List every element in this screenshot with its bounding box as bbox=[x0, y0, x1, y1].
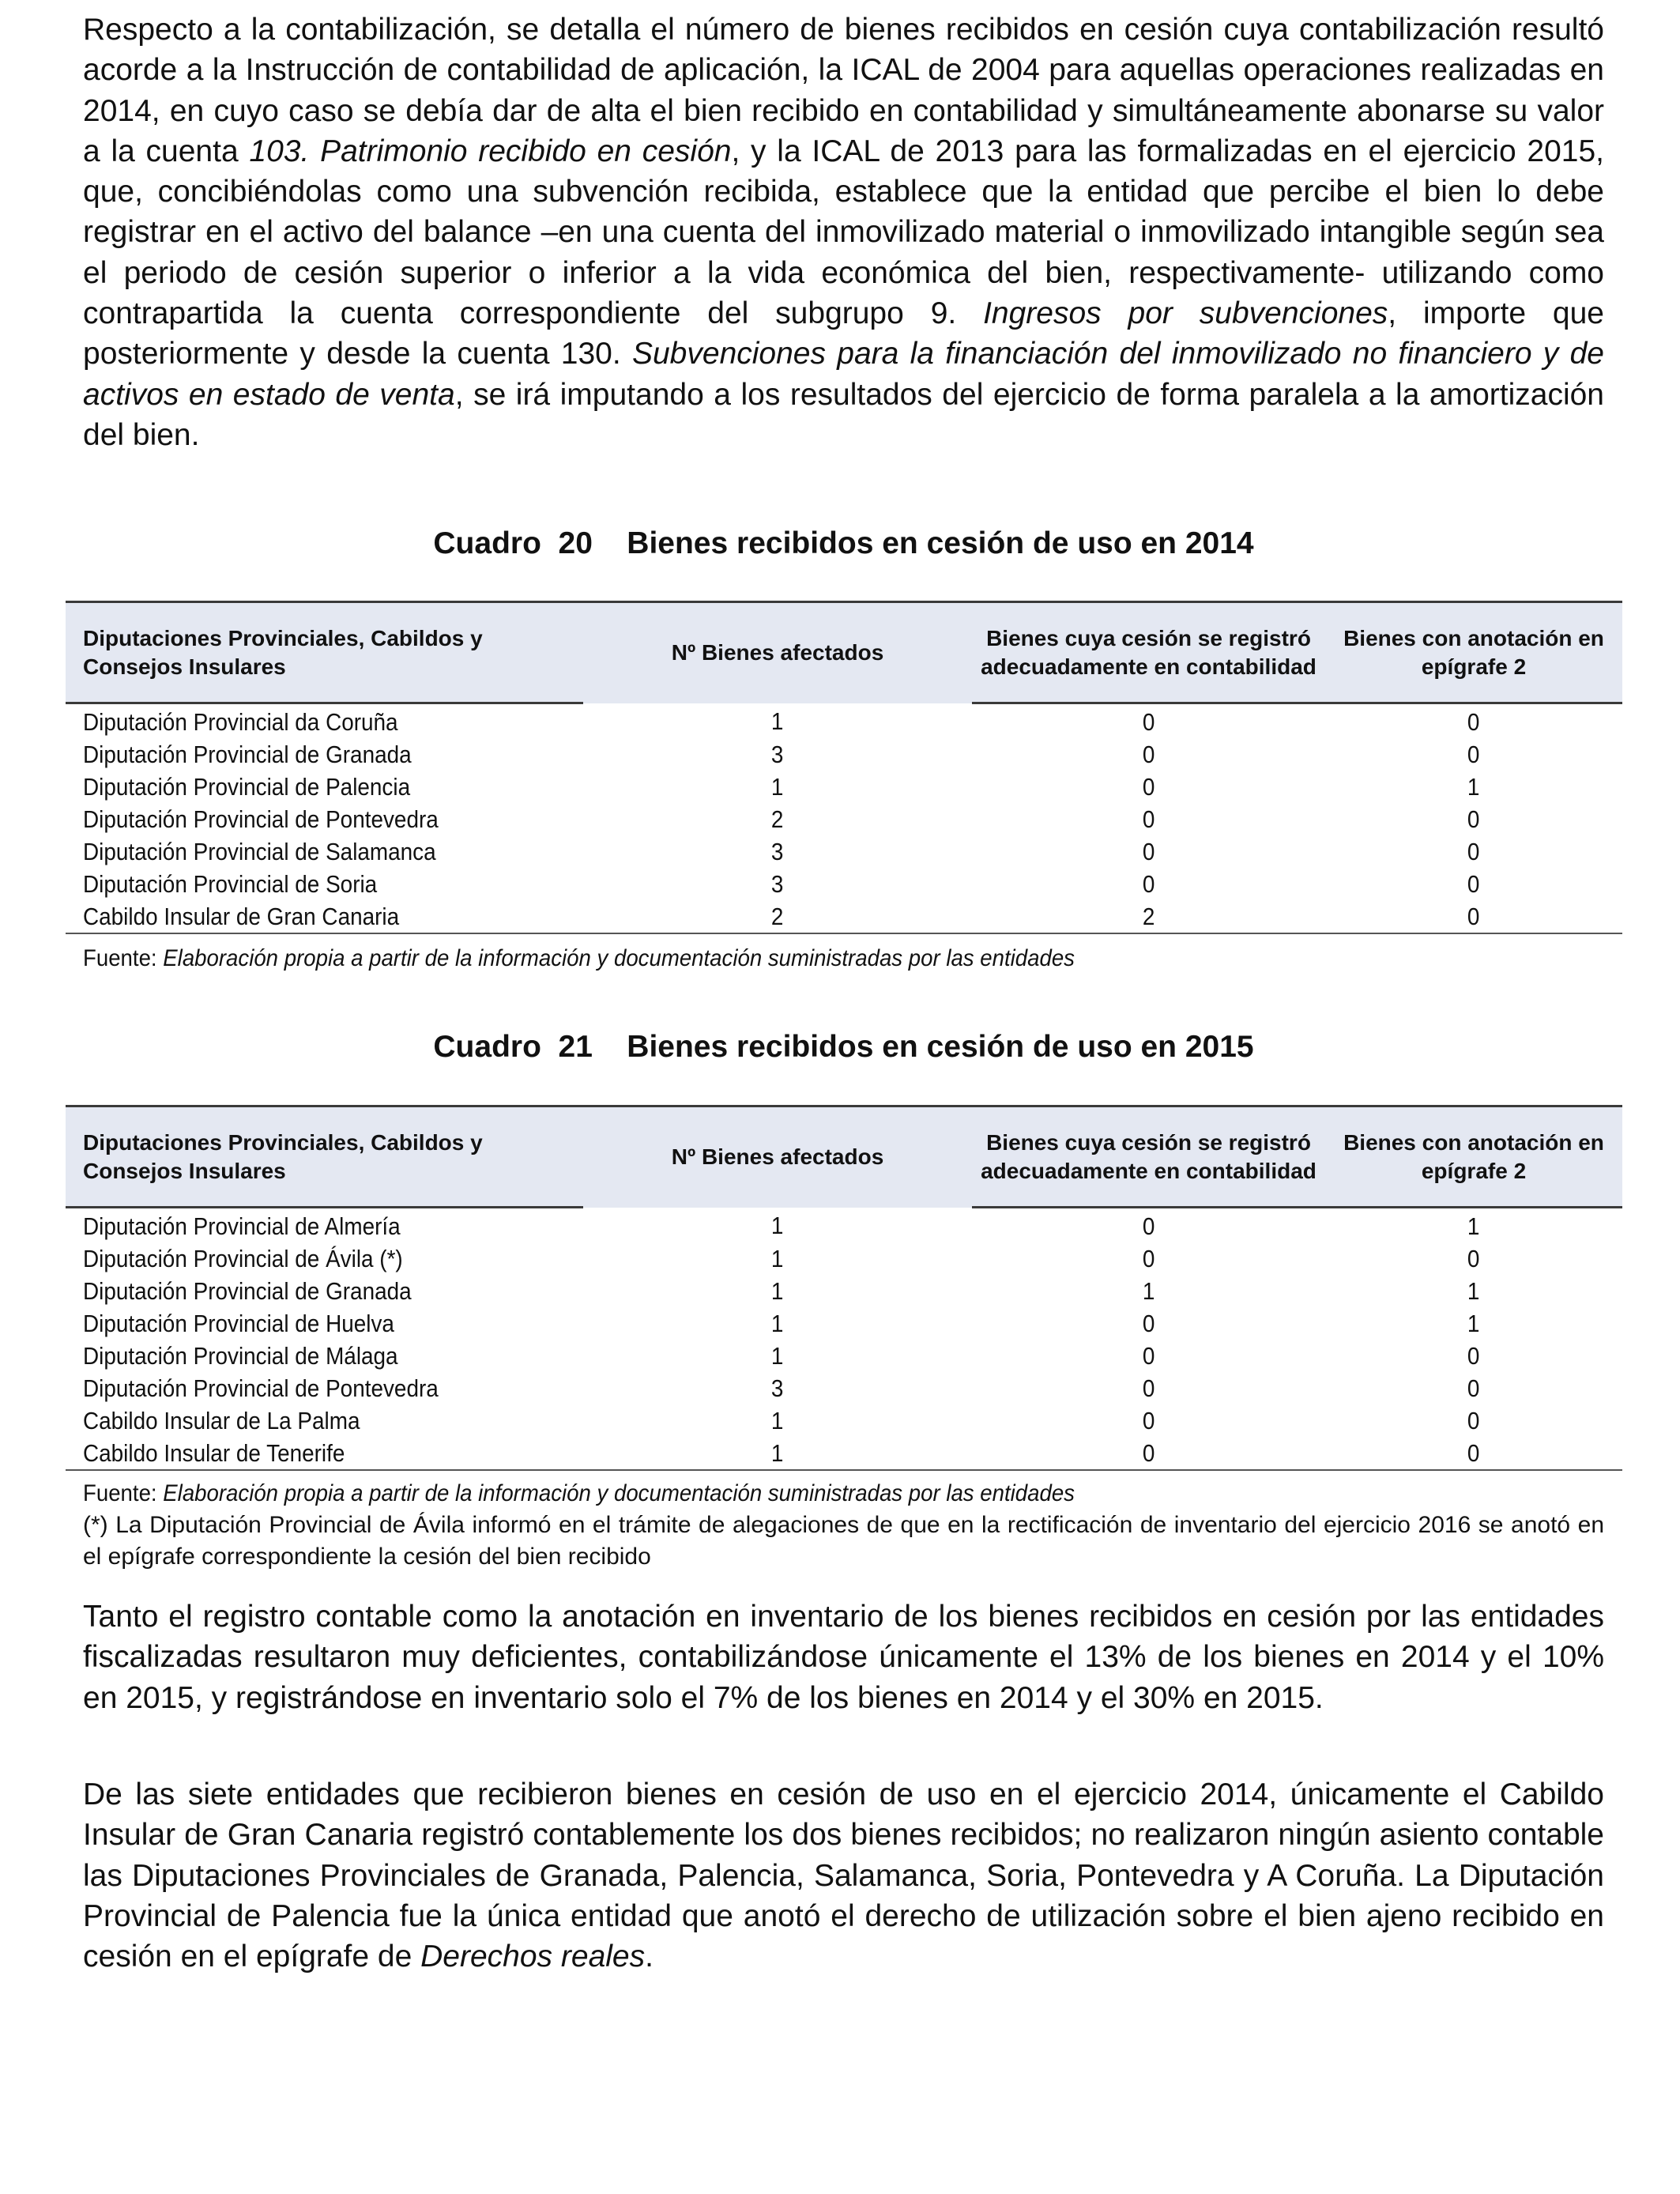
cell-count-text: 1 bbox=[771, 1310, 784, 1337]
cell-registered-text: 0 bbox=[1142, 741, 1155, 768]
cell-count bbox=[583, 1242, 972, 1275]
cell-entity-text: Diputación Provincial de Salamanca bbox=[83, 838, 436, 865]
cell-count-text: 3 bbox=[771, 1374, 784, 1402]
cell-annotated-text: 1 bbox=[1467, 1277, 1480, 1305]
cell-count-text: 1 bbox=[771, 1407, 784, 1434]
cell-count bbox=[583, 868, 972, 900]
source-label: Fuente: bbox=[83, 1480, 164, 1506]
table-cuadro-20 bbox=[66, 601, 1622, 934]
cell-annotated bbox=[1325, 771, 1622, 803]
cell-annotated bbox=[1325, 1242, 1622, 1275]
table-row bbox=[66, 1372, 1622, 1404]
cell-registered-text: 0 bbox=[1142, 1374, 1155, 1402]
table-header-row bbox=[66, 602, 1622, 703]
cell-registered bbox=[972, 771, 1325, 803]
cell-annotated bbox=[1325, 1340, 1622, 1372]
cell-count bbox=[583, 1275, 972, 1307]
cell-entity bbox=[66, 1275, 583, 1307]
cell-entity-text: Diputación Provincial de Ávila (*) bbox=[83, 1245, 403, 1272]
table-header-row bbox=[66, 1106, 1622, 1208]
column-header-entity: Diputaciones Provinciales, Cabildos y Consejos Insulares bbox=[66, 602, 583, 703]
cell-count-text: 2 bbox=[771, 805, 784, 833]
cell-entity-text: Diputación Provincial de Málaga bbox=[83, 1342, 398, 1370]
cell-registered-text: 0 bbox=[1142, 1407, 1155, 1434]
paragraph-text: De las siete entidades que recibieron bienes en cesión de uso en el ejercicio 2014, únicamente el Cabildo Insular de Gran Canaria registró contablemente los dos bienes recibidos; no realizaron ningún asiento contable las Diputaciones Provinciales de Granada, Palencia, Salamanca, Soria, Pontevedra y A Coruña. La Diputación Provincial de Palencia fue la única entidad que anotó el derecho de utilización sobre el bien ajeno recibido en cesión en el epígrafe de bbox=[83, 1777, 1604, 1974]
cell-entity bbox=[66, 1208, 583, 1243]
cell-entity bbox=[66, 1307, 583, 1340]
cell-count-text: 1 bbox=[771, 773, 784, 801]
cell-count bbox=[583, 835, 972, 868]
cell-count bbox=[583, 1340, 972, 1372]
cell-count-text: 3 bbox=[771, 870, 784, 898]
cell-annotated bbox=[1325, 900, 1622, 933]
cell-entity-text: Diputación Provincial de Granada bbox=[83, 1277, 412, 1305]
cell-registered-text: 0 bbox=[1142, 1310, 1155, 1337]
cell-annotated bbox=[1325, 1372, 1622, 1404]
cell-entity bbox=[66, 1242, 583, 1275]
cell-entity bbox=[66, 900, 583, 933]
cell-registered bbox=[972, 703, 1325, 739]
cell-annotated-text: 1 bbox=[1467, 773, 1480, 801]
table-caption-cuadro-20: Cuadro 20 Bienes recibidos en cesión de uso en 2014 bbox=[433, 526, 1254, 560]
cell-registered bbox=[972, 1307, 1325, 1340]
cell-registered-text: 0 bbox=[1142, 1439, 1155, 1467]
source-label: Fuente: bbox=[83, 945, 164, 971]
cell-annotated-text: 0 bbox=[1467, 708, 1480, 736]
paragraph-italic: Ingresos por subvenciones bbox=[983, 296, 1388, 331]
cell-entity bbox=[66, 1340, 583, 1372]
cell-annotated-text: 0 bbox=[1467, 805, 1480, 833]
cell-count-text: 1 bbox=[771, 1212, 784, 1240]
table-caption-cuadro-21: Cuadro 21 Bienes recibidos en cesión de uso en 2015 bbox=[433, 1030, 1254, 1064]
cell-registered bbox=[972, 900, 1325, 933]
table-source-note bbox=[83, 1478, 1482, 1510]
cell-annotated-text: 0 bbox=[1467, 741, 1480, 768]
cell-annotated-text: 0 bbox=[1467, 870, 1480, 898]
cell-count-text: 3 bbox=[771, 741, 784, 768]
cell-entity-text: Diputación Provincial de Huelva bbox=[83, 1310, 394, 1337]
cell-entity-text: Diputación Provincial de Soria bbox=[83, 870, 378, 898]
cell-count-text: 2 bbox=[771, 903, 784, 930]
table-cuadro-20-wrapper bbox=[66, 601, 1622, 934]
cell-entity-text: Cabildo Insular de Gran Canaria bbox=[83, 903, 400, 930]
table-cuadro-21 bbox=[66, 1105, 1622, 1471]
cell-entity bbox=[66, 1404, 583, 1437]
cell-annotated-text: 0 bbox=[1467, 1245, 1480, 1272]
cell-registered bbox=[972, 835, 1325, 868]
cell-entity-text: Diputación Provincial de Pontevedra bbox=[83, 1374, 439, 1402]
column-header-registered: Bienes cuya cesión se registró adecuadamente en contabilidad bbox=[972, 1106, 1325, 1208]
table-row bbox=[66, 1275, 1622, 1307]
cell-annotated-text: 0 bbox=[1467, 838, 1480, 865]
cell-count-text: 1 bbox=[771, 1342, 784, 1370]
paragraph-text: Respecto a la contabilización, se detalla el número de bienes recibidos en cesión cuya contabilización resultó acorde a la Instrucción de contabilidad de aplicación, la ICAL de 2004 para aquellas operaciones realizadas en 2014, en cuyo caso se debía dar de alta el bien recibido en contabilidad y simultáneamente abonarse su valor a la cuenta bbox=[83, 13, 1604, 168]
cell-count bbox=[583, 1404, 972, 1437]
cell-registered bbox=[972, 1242, 1325, 1275]
column-header-count: Nº Bienes afectados bbox=[583, 1106, 972, 1208]
cell-annotated bbox=[1325, 1404, 1622, 1437]
cell-annotated bbox=[1325, 1275, 1622, 1307]
table-row bbox=[66, 1437, 1622, 1470]
cell-annotated-text: 0 bbox=[1467, 903, 1480, 930]
paragraph-text: , y la ICAL de 2013 para las formalizadas en el ejercicio 2015, que, concibiéndolas como una subvención recibida, establece que la entidad que percibe el bien lo debe registrar en el activo del balance –en una cuenta del inmovilizado material o inmovilizado intangible según sea el periodo de cesión superior o inferior a la vida económica del bien, respectivamente- utilizando como contrapartida la cuenta correspondiente del subgrupo 9. bbox=[83, 134, 1604, 331]
table-cuadro-21-wrapper bbox=[66, 1105, 1622, 1471]
cell-entity bbox=[66, 1372, 583, 1404]
cell-entity-text: Diputación Provincial de Pontevedra bbox=[83, 805, 439, 833]
cell-annotated-text: 0 bbox=[1467, 1374, 1480, 1402]
cell-count bbox=[583, 703, 972, 739]
cell-annotated bbox=[1325, 1437, 1622, 1470]
cell-count-text: 3 bbox=[771, 838, 784, 865]
paragraph-text: . bbox=[645, 1940, 654, 1974]
cell-entity bbox=[66, 803, 583, 835]
cell-count bbox=[583, 1208, 972, 1243]
column-header-entity: Diputaciones Provinciales, Cabildos y Consejos Insulares bbox=[66, 1106, 583, 1208]
cell-registered-text: 0 bbox=[1142, 708, 1155, 736]
cell-count-text: 1 bbox=[771, 1277, 784, 1305]
cell-annotated bbox=[1325, 1208, 1622, 1243]
cell-entity-text: Diputación Provincial de Granada bbox=[83, 741, 412, 768]
cell-registered bbox=[972, 803, 1325, 835]
source-text: Elaboración propia a partir de la información y documentación suministradas por las entidades bbox=[163, 1480, 1075, 1506]
paragraph-text: , importe que posteriormente y desde la cuenta 130. bbox=[83, 296, 1604, 371]
cell-registered bbox=[972, 1275, 1325, 1307]
cell-annotated bbox=[1325, 738, 1622, 771]
cell-registered bbox=[972, 1437, 1325, 1470]
column-header-registered: Bienes cuya cesión se registró adecuadamente en contabilidad bbox=[972, 602, 1325, 703]
cell-entity-text: Diputación Provincial de Palencia bbox=[83, 773, 411, 801]
cell-annotated-text: 1 bbox=[1467, 1310, 1480, 1337]
table-row bbox=[66, 1307, 1622, 1340]
table-row bbox=[66, 803, 1622, 835]
cell-count-text: 1 bbox=[771, 1439, 784, 1467]
cell-annotated bbox=[1325, 1307, 1622, 1340]
paragraph-registro-contable: Tanto el registro contable como la anotación en inventario de los bienes recibidos en cesión por las entidades fiscalizadas resultaron muy deficientes, contabilizándose únicamente el 13% de los bienes en 2014 y el 10% en 2015, y registrándose en inventario solo el 7% de los bienes en 2014 y el 30% en 2015. bbox=[83, 1600, 1604, 1715]
cell-entity-text: Diputación Provincial da Coruña bbox=[83, 708, 398, 736]
paragraph-text: , se irá imputando a los resultados del ejercicio de forma paralela a la amortización del bien. bbox=[83, 377, 1604, 452]
cell-annotated-text: 0 bbox=[1467, 1407, 1480, 1434]
cell-registered-text: 0 bbox=[1142, 773, 1155, 801]
cell-count bbox=[583, 1372, 972, 1404]
table-footnote-avila: (*) La Diputación Provincial de Ávila informó en el trámite de alegaciones de que en la rectificación de inventario del ejercicio 2016 se anotó en el epígrafe correspondiente la cesión del bien recibido bbox=[83, 1512, 1604, 1570]
cell-registered-text: 0 bbox=[1142, 1212, 1155, 1240]
table-row bbox=[66, 771, 1622, 803]
table-row bbox=[66, 868, 1622, 900]
cell-entity bbox=[66, 868, 583, 900]
cell-registered-text: 0 bbox=[1142, 1342, 1155, 1370]
paragraph-italic: Subvenciones para la financiación del inmovilizado no financiero y de activos en estado de venta bbox=[83, 337, 1604, 412]
cell-registered-text: 0 bbox=[1142, 870, 1155, 898]
table-row bbox=[66, 900, 1622, 933]
paragraph-italic: 103. Patrimonio recibido en cesión bbox=[249, 134, 732, 168]
paragraph-siete-entidades bbox=[83, 1774, 1604, 1977]
table-row bbox=[66, 703, 1622, 739]
cell-registered-text: 0 bbox=[1142, 805, 1155, 833]
paragraph-contabilizacion bbox=[83, 9, 1604, 455]
table-source-note bbox=[83, 943, 1482, 974]
cell-registered bbox=[972, 868, 1325, 900]
cell-entity bbox=[66, 738, 583, 771]
cell-count bbox=[583, 803, 972, 835]
cell-annotated bbox=[1325, 868, 1622, 900]
table-row bbox=[66, 738, 1622, 771]
cell-count bbox=[583, 1437, 972, 1470]
table-row bbox=[66, 1404, 1622, 1437]
cell-annotated-text: 1 bbox=[1467, 1212, 1480, 1240]
table-row bbox=[66, 1208, 1622, 1243]
table-row bbox=[66, 835, 1622, 868]
cell-count-text: 1 bbox=[771, 707, 784, 736]
cell-registered bbox=[972, 1340, 1325, 1372]
cell-annotated bbox=[1325, 835, 1622, 868]
table-row bbox=[66, 1242, 1622, 1275]
column-header-annotated: Bienes con anotación en epígrafe 2 bbox=[1325, 1106, 1622, 1208]
cell-registered bbox=[972, 738, 1325, 771]
cell-annotated bbox=[1325, 703, 1622, 739]
cell-registered-text: 0 bbox=[1142, 838, 1155, 865]
cell-annotated bbox=[1325, 803, 1622, 835]
paragraph-italic: Derechos reales bbox=[420, 1940, 646, 1974]
cell-count bbox=[583, 771, 972, 803]
cell-entity-text: Diputación Provincial de Almería bbox=[83, 1212, 401, 1240]
cell-registered-text: 2 bbox=[1142, 903, 1155, 930]
cell-registered-text: 1 bbox=[1142, 1277, 1155, 1305]
cell-registered-text: 0 bbox=[1142, 1245, 1155, 1272]
cell-entity bbox=[66, 703, 583, 739]
cell-entity-text: Cabildo Insular de Tenerife bbox=[83, 1439, 345, 1467]
cell-annotated-text: 0 bbox=[1467, 1342, 1480, 1370]
cell-count bbox=[583, 1307, 972, 1340]
cell-entity bbox=[66, 771, 583, 803]
source-text: Elaboración propia a partir de la información y documentación suministradas por las entidades bbox=[163, 945, 1075, 971]
column-header-annotated: Bienes con anotación en epígrafe 2 bbox=[1325, 602, 1622, 703]
cell-count bbox=[583, 738, 972, 771]
cell-entity bbox=[66, 1437, 583, 1470]
cell-count-text: 1 bbox=[771, 1245, 784, 1272]
cell-registered bbox=[972, 1404, 1325, 1437]
cell-count bbox=[583, 900, 972, 933]
cell-annotated-text: 0 bbox=[1467, 1439, 1480, 1467]
table-row bbox=[66, 1340, 1622, 1372]
cell-registered bbox=[972, 1372, 1325, 1404]
cell-registered bbox=[972, 1208, 1325, 1243]
cell-entity-text: Cabildo Insular de La Palma bbox=[83, 1407, 360, 1434]
column-header-count: Nº Bienes afectados bbox=[583, 602, 972, 703]
cell-entity bbox=[66, 835, 583, 868]
